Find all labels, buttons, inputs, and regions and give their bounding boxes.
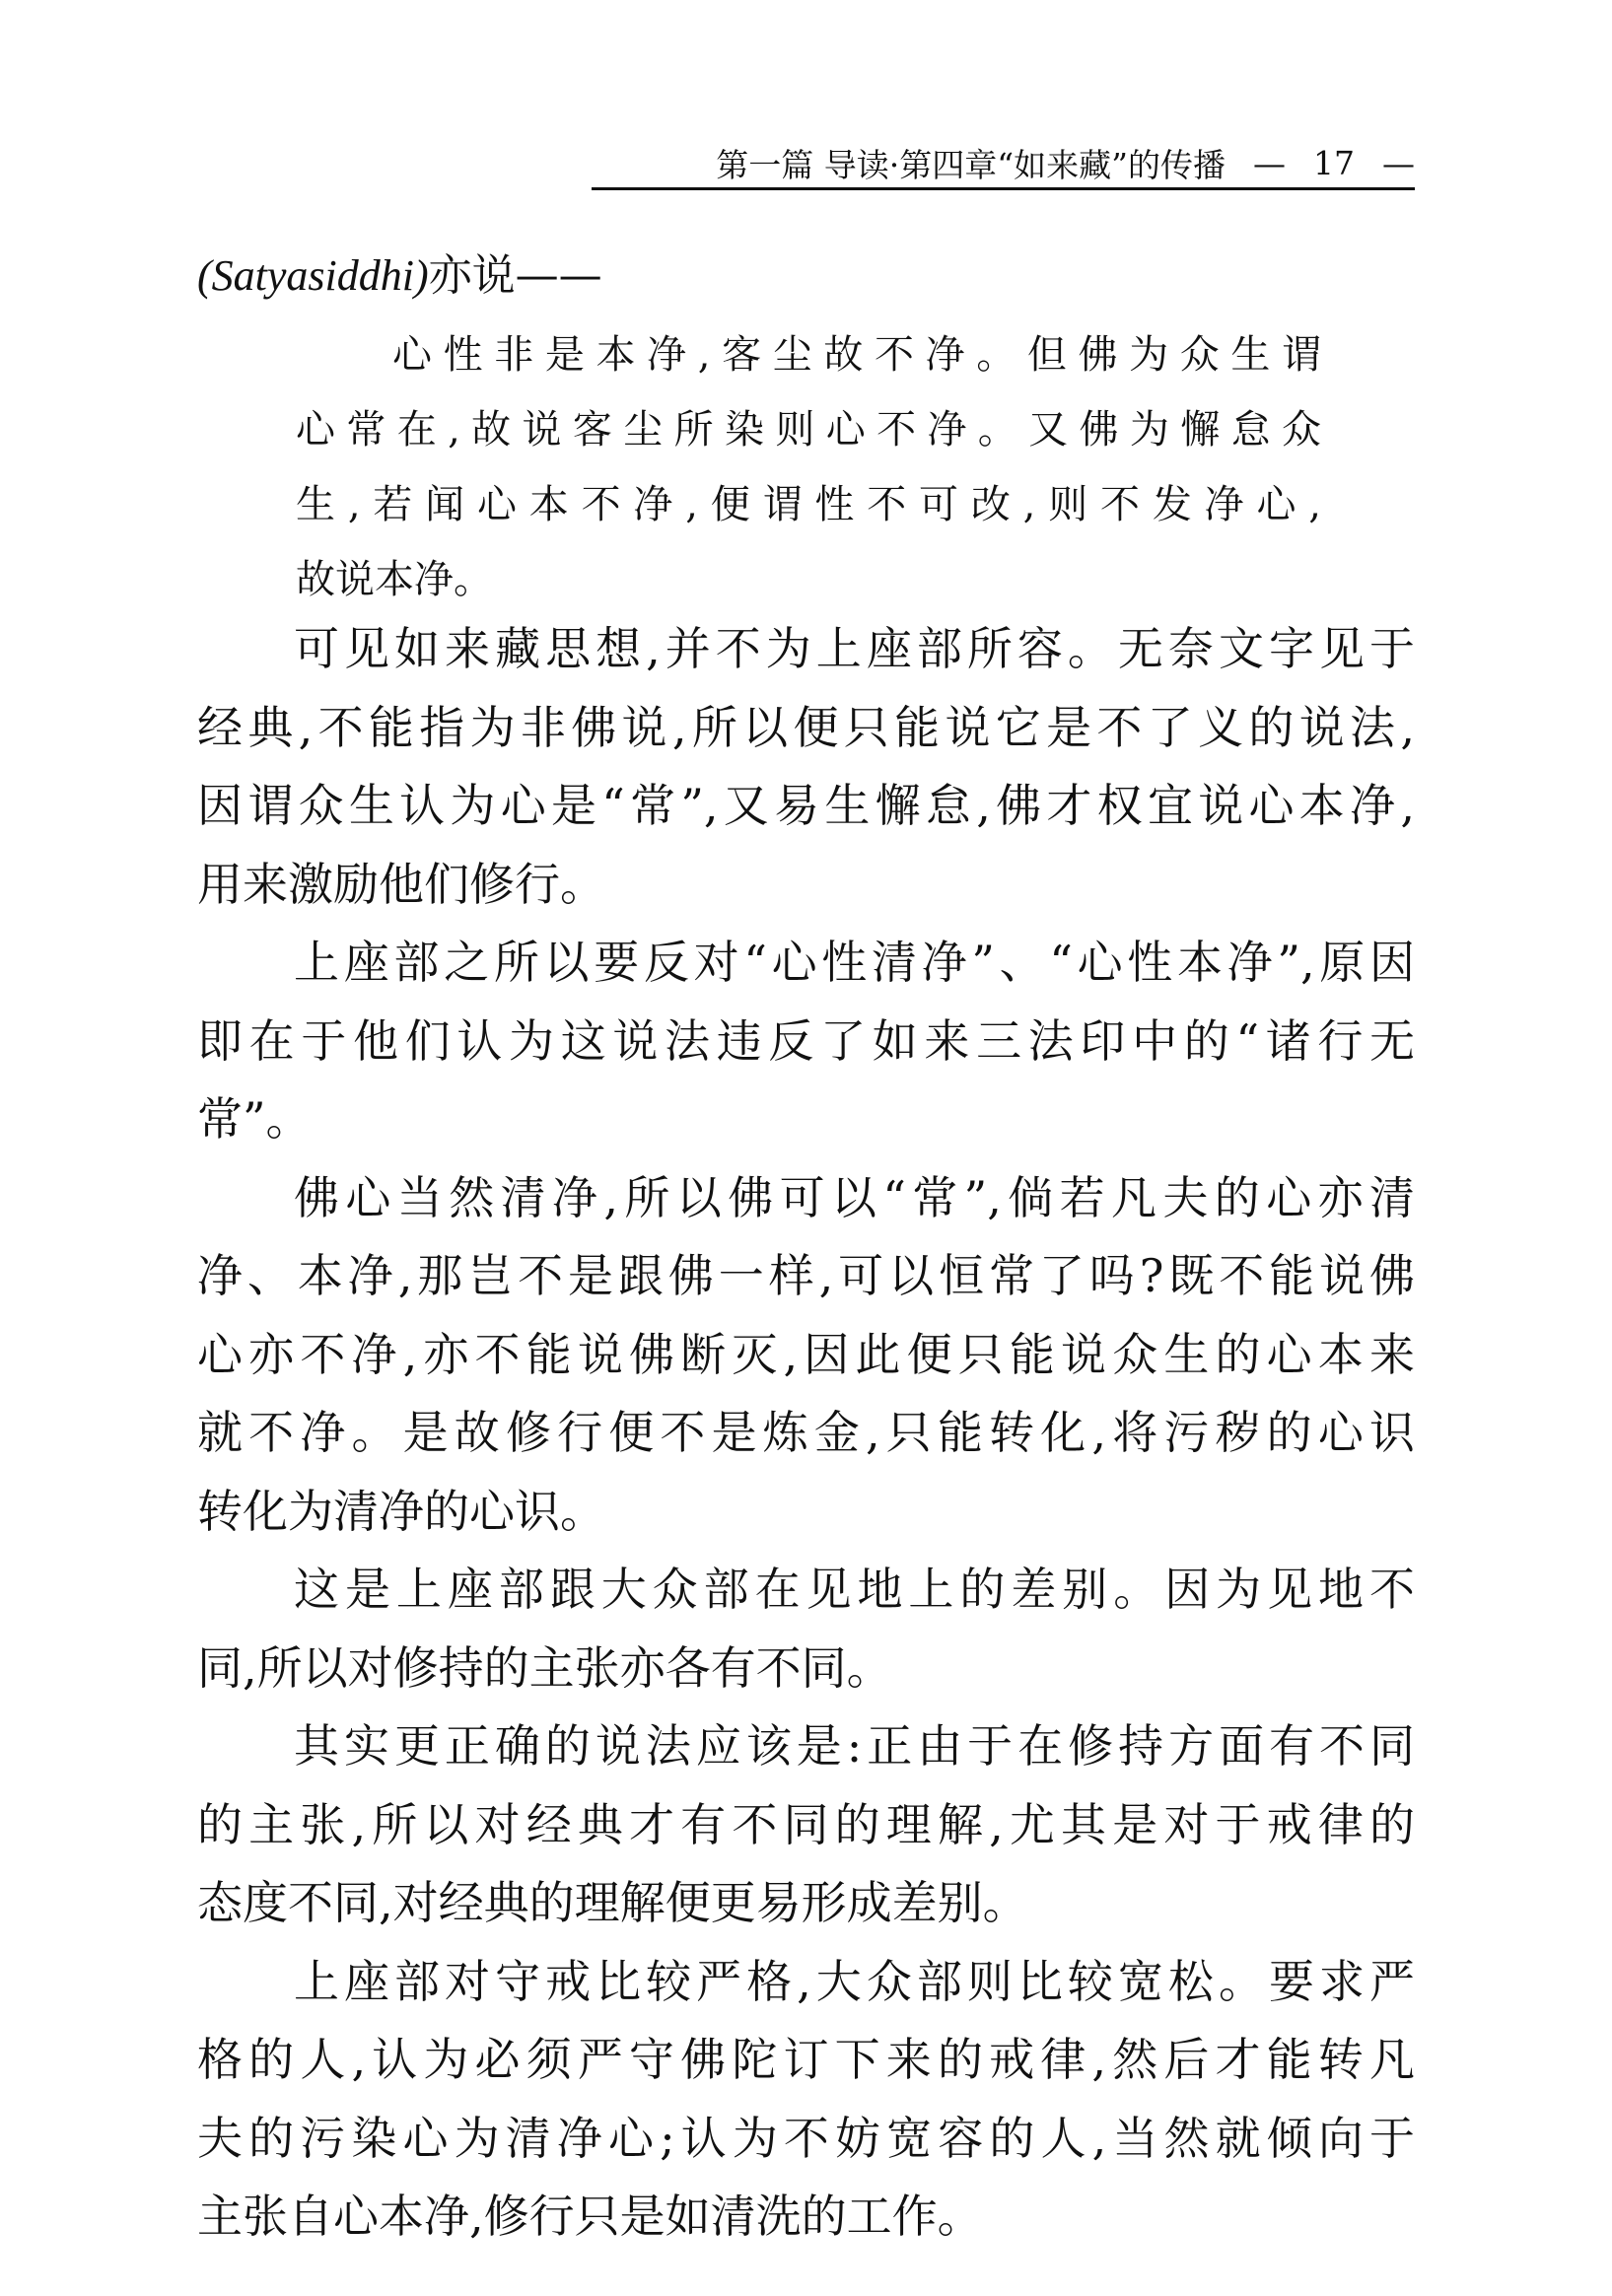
paragraph-line: 格的人,认为必须严守佛陀订下来的戒律,然后才能转凡 (197, 2033, 1415, 2086)
quote-line: 心常在,故说客尘所染则心不净。又佛为懈怠众 (296, 407, 1321, 452)
page-number: 17 (1313, 143, 1355, 182)
page-number-dash-right: — (1382, 143, 1415, 182)
paragraph-line: 主张自心本净,修行只是如清洗的工作。 (197, 2190, 983, 2243)
intro-text: 亦说—— (428, 250, 602, 301)
paragraph-line: 心亦不净,亦不能说佛断灭,因此便只能说众生的心本来 (197, 1327, 1415, 1381)
quote-line: 故说本净。 (296, 557, 493, 602)
paragraph-line: 就不净。是故修行便不是炼金,只能转化,将污秽的心识 (197, 1406, 1415, 1459)
paragraph-line: 的主张,所以对经典才有不同的理解,尤其是对于戒律的 (197, 1797, 1415, 1851)
paragraph-line: 因谓众生认为心是“常”,又易生懈怠,佛才权宜说心本净, (197, 779, 1415, 832)
paragraph-line: 态度不同,对经典的理解便更易形成差别。 (197, 1876, 1028, 1929)
paragraph-line: 净、本净,那岂不是跟佛一样,可以恒常了吗?既不能说佛 (197, 1249, 1415, 1302)
paragraph-line: 常”。 (197, 1092, 312, 1146)
paragraph-line: 上座部之所以要反对“心性清净”、“心性本净”,原因 (294, 936, 1415, 989)
quote-line: 生,若闻心本不净,便谓性不可改,则不发净心, (296, 482, 1321, 527)
paragraph-line: 即在于他们认为这说法违反了如来三法印中的“诸行无 (197, 1013, 1415, 1068)
paragraph-line: 用来激励他们修行。 (197, 857, 605, 911)
paragraph-line: 转化为清净的心识。 (197, 1484, 605, 1538)
page-number-dash-left: — (1253, 143, 1286, 182)
running-header-title: 第一篇 导读·第四章“如来藏”的传播 (716, 145, 1226, 184)
paragraph-line: 佛心当然清净,所以佛可以“常”,倘若凡夫的心亦清 (294, 1170, 1415, 1224)
paragraph-line: 可见如来藏思想,并不为上座部所容。无奈文字见于 (294, 622, 1415, 675)
intro-line (197, 239, 602, 313)
paragraph-line: 上座部对守戒比较严格,大众部则比较宽松。要求严 (294, 1954, 1415, 2008)
quote-line: 心性非是本净,客尘故不净。但佛为众生谓 (392, 332, 1321, 378)
paragraph-line: 这是上座部跟大众部在见地上的差别。因为见地不 (294, 1563, 1415, 1616)
sanskrit-term: (Satyasiddhi) (197, 251, 429, 300)
paragraph-line: 经典,不能指为非佛说,所以便只能说它是不了义的说法, (197, 700, 1415, 754)
paragraph-line: 同,所以对修持的主张亦各有不同。 (197, 1640, 892, 1695)
running-header (592, 138, 1415, 190)
paragraph-line: 夫的污染心为清净心;认为不妨宽容的人,当然就倾向于 (197, 2111, 1415, 2165)
paragraph-line: 其实更正确的说法应该是:正由于在修持方面有不同 (294, 1719, 1415, 1773)
